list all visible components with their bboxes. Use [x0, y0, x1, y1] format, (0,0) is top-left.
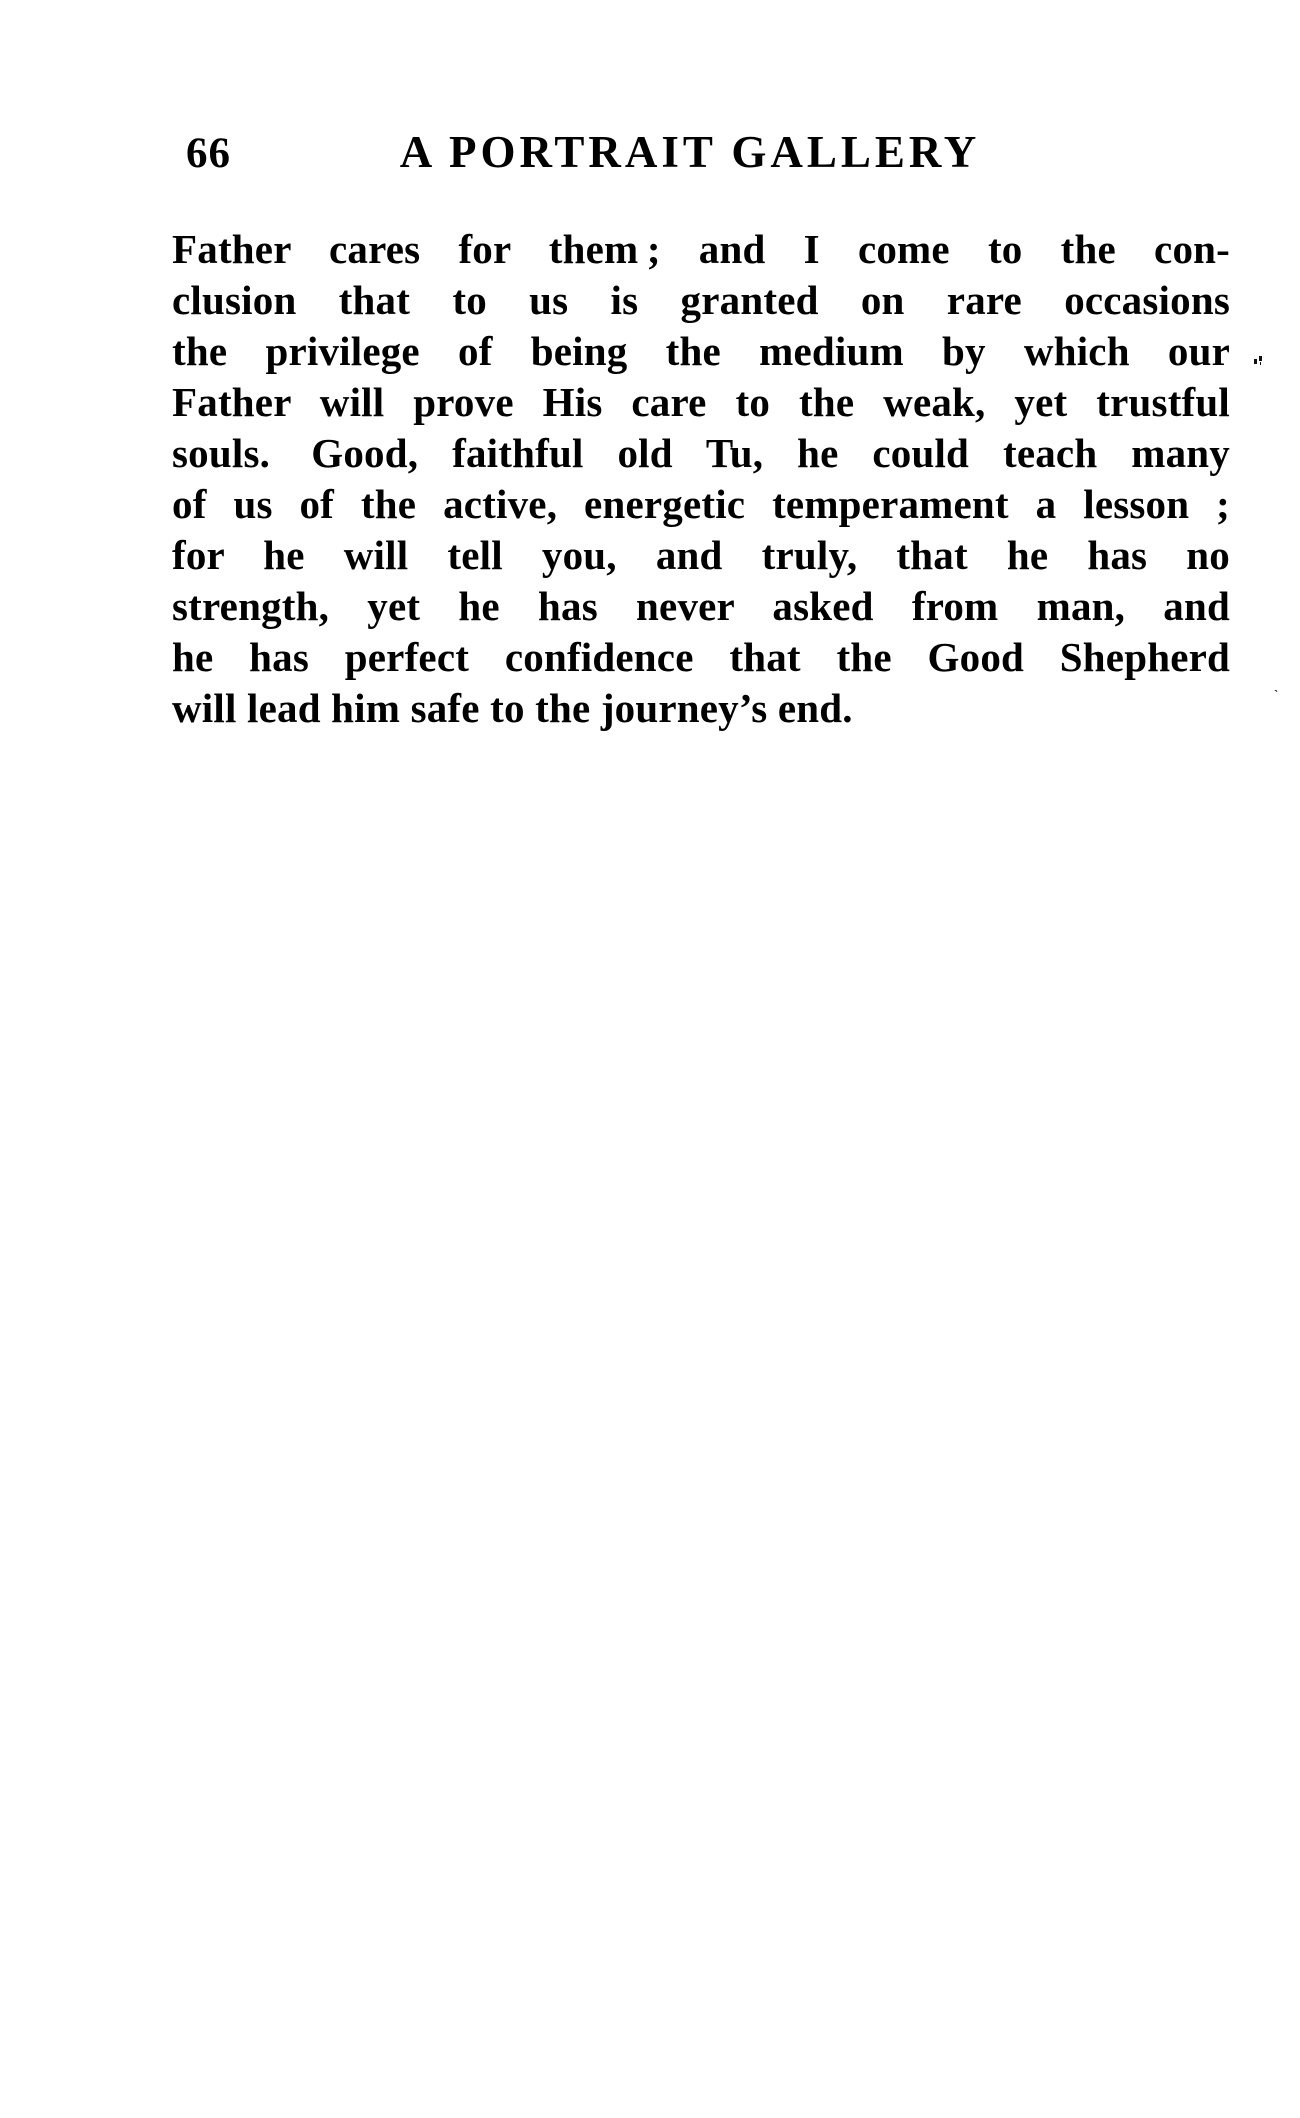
running-header-title: A PORTRAIT GALLERY [399, 127, 981, 177]
paragraph-line: of us of the active, energetic temperament a lesson ; [172, 481, 1230, 527]
scan-speck [1254, 359, 1257, 364]
body-paragraph [172, 224, 1230, 734]
paragraph-line: for he will tell you, and truly, that he has no [172, 532, 1230, 578]
paragraph-line: strength, yet he has never asked from man, and [172, 583, 1230, 629]
page-number: 66 [186, 130, 231, 177]
paragraph-line: clusion that to us is granted on rare occasions [172, 277, 1230, 323]
paragraph-line: souls. Good, faithful old Tu, he could teach many [172, 430, 1230, 476]
scan-speck: ˋ [1274, 687, 1279, 702]
paragraph-line: the privilege of being the medium by which our [172, 328, 1230, 374]
paragraph-line: Father cares for them ; and I come to the con- [172, 226, 1230, 272]
paragraph-line: he has perfect confidence that the Good Shepherd [172, 634, 1230, 680]
paragraph-line: Father will prove His care to the weak, yet trustful [172, 379, 1230, 425]
paragraph-line: will lead him safe to the journey’s end. [172, 685, 853, 731]
